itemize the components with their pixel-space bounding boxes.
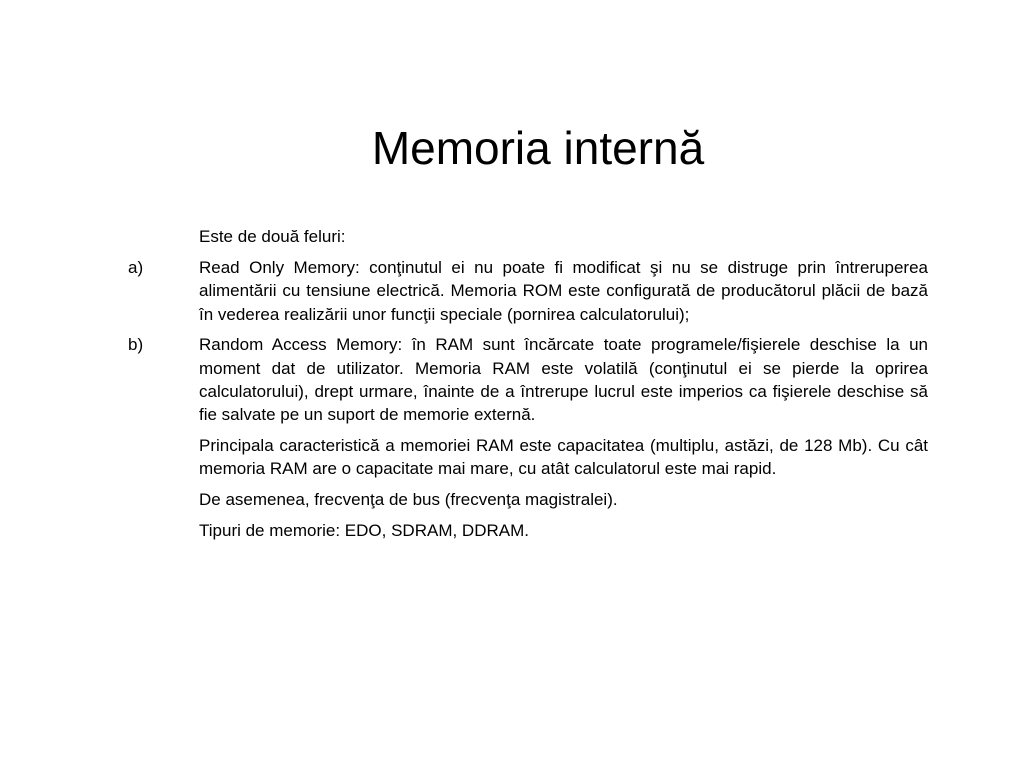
paragraph-text: Read Only Memory: conţinutul ei nu poate fi modificat şi nu se distruge prin întreruperea alimentării cu tensiune electrică. Memoria ROM este configurată de producătorul plăcii de bază în vederea realizării unor funcţii speciale (pornirea calculatorului); xyxy=(199,258,928,324)
paragraph-text: Tipuri de memorie: EDO, SDRAM, DDRAM. xyxy=(199,521,529,541)
list-marker-b: b) xyxy=(128,335,144,355)
list-item-rom xyxy=(128,256,928,326)
paragraph-text: De asemenea, frecvenţa de bus (frecvenţa magistralei). xyxy=(199,490,618,510)
slide-title: Memoria internă xyxy=(371,122,705,174)
bus-frequency-paragraph xyxy=(128,488,928,511)
capacity-paragraph xyxy=(128,434,928,481)
intro-paragraph xyxy=(128,225,928,248)
memory-types-paragraph xyxy=(128,519,928,542)
paragraph-text: Este de două feluri: xyxy=(199,227,346,246)
paragraph-text: Principala caracteristică a memoriei RAM este capacitatea (multiplu, astăzi, de 128 Mb). Cu cât memoria RAM are o capacitate mai mare, cu atât calculatorul este mai rapid. xyxy=(199,435,928,479)
list-item-ram xyxy=(128,333,928,427)
paragraph-text: Random Access Memory: în RAM sunt încărcate toate programele/fişierele deschise la un moment dat de utilizator. Memoria RAM este volatilă (conţinutul ei se pierde la oprirea calculatorului), drept urmare, înainte de a întrerupe lucrul este imperios ca fişierele deschise să fie salvate pe un suport de memorie externă. xyxy=(199,335,928,425)
slide-body xyxy=(128,225,928,550)
list-marker-a: a) xyxy=(128,258,144,277)
